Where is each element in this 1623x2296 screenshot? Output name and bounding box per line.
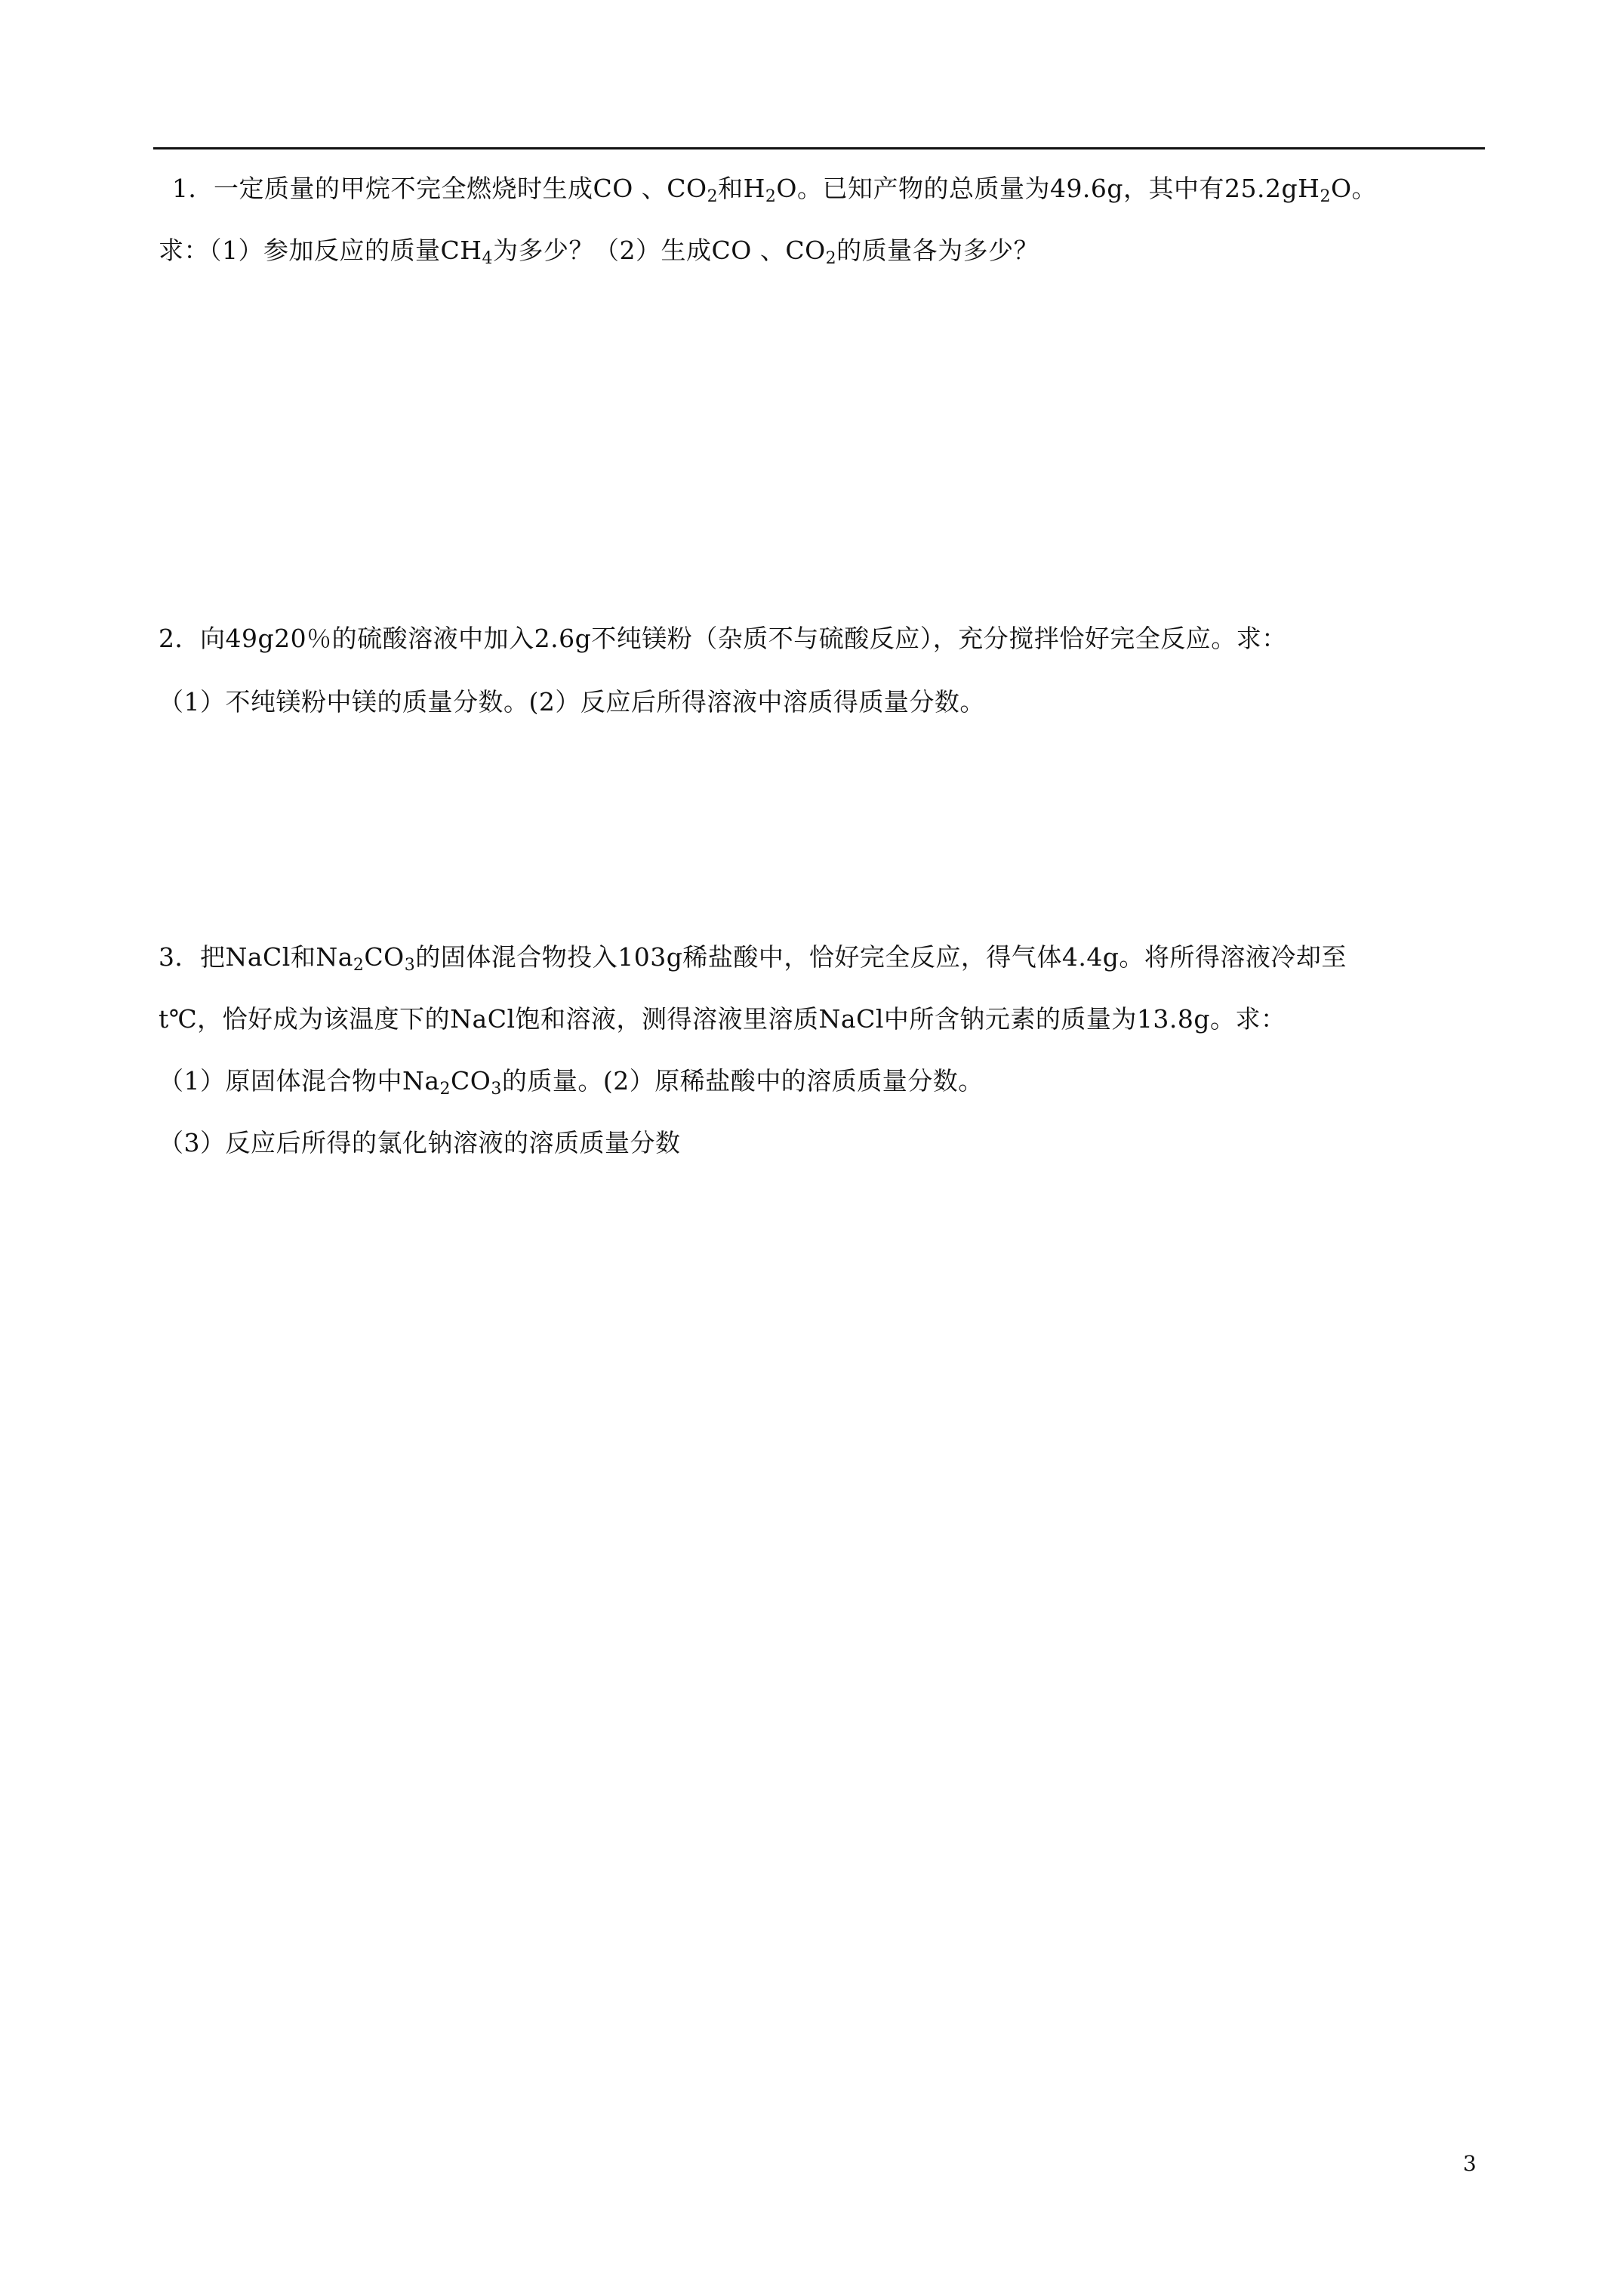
question-3-line-4: （3）反应后所得的氯化钠溶液的溶质质量分数 xyxy=(159,1128,681,1157)
question-3-line-1: 3．把NaCl和$Na_2CO_3$的固体混合物投入103g稀盐酸中，恰好完全反应，得气体4.4g。将所得溶液冷却至 xyxy=(159,942,1347,975)
question-1-number: 1． xyxy=(172,174,214,203)
question-2-line-1: 2．向49g20％的硫酸溶液中加入2.6g不纯镁粉（杂质不与硫酸反应），充分搅拌恰好完全反应。求： xyxy=(159,624,1287,653)
question-1-line-1: 1．一定质量的甲烷不完全燃烧时生成CO 、$CO_2$和$H_2O$。已知产物的总质量为49.6g，其中有$25.2gH_2O$。 xyxy=(172,174,1377,206)
question-3-line-2: t℃，恰好成为该温度下的NaCl饱和溶液，测得溶液里溶质NaCl中所含钠元素的质量为13.8g。求： xyxy=(159,1004,1286,1034)
question-2-line-2: （1）不纯镁粉中镁的质量分数。(2）反应后所得溶液中溶质得质量分数。 xyxy=(159,687,985,717)
question-1-line-2: 求：（1）参加反应的质量$CH_4$为多少？（2）生成CO 、$CO_2$的质量各为多少？ xyxy=(159,236,1039,268)
question-3-line-3: （1）原固体混合物中$Na_2CO_3$的质量。(2）原稀盐酸中的溶质质量分数。 xyxy=(159,1066,984,1099)
question-3-number: 3． xyxy=(159,942,200,972)
header-rule xyxy=(153,147,1485,149)
page-number: 3 xyxy=(1463,2151,1477,2176)
question-2-number: 2． xyxy=(159,624,200,653)
